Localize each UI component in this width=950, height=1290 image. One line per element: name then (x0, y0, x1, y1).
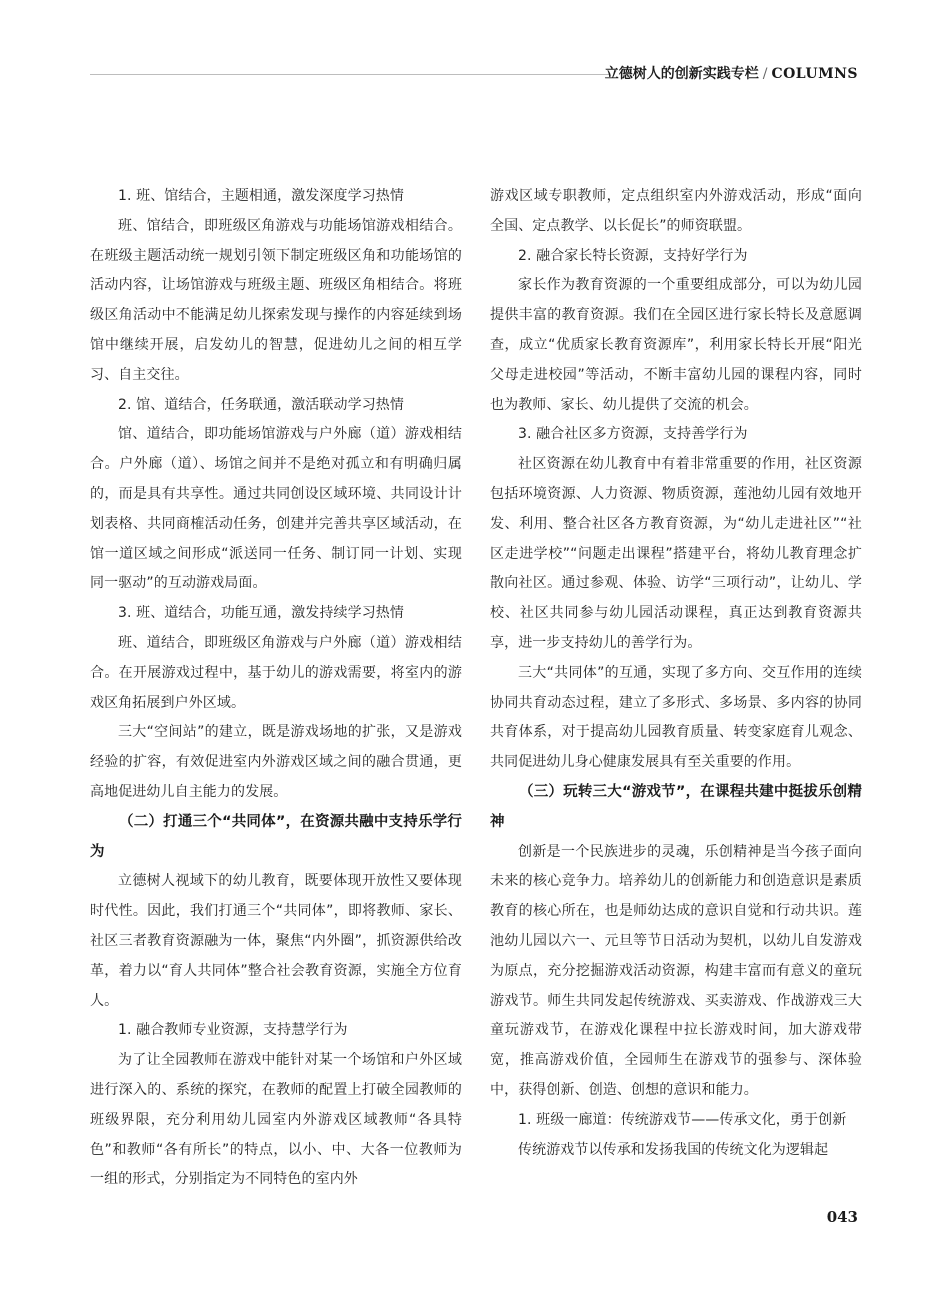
header-separator: / (762, 66, 768, 82)
section-heading: （三）玩转三大“游戏节”，在课程共建中挺拔乐创精神 (490, 783, 862, 830)
paragraph: 班、道结合，即班级区角游戏与户外廊（道）游戏相结合。在开展游戏过程中，基于幼儿的游戏需要，将室内的游戏区角拓展到户外区域。 (90, 634, 462, 711)
paragraph: 传统游戏节以传承和发扬我国的传统文化为逻辑起 (518, 1141, 829, 1158)
page-number: 043 (826, 1208, 858, 1226)
paragraph: 三大“空间站”的建立，既是游戏场地的扩张，又是游戏经验的扩容，有效促进室内外游戏区域之间的融合贯通，更高地促进幼儿自主能力的发展。 (90, 724, 462, 800)
paragraph: 馆、道结合，即功能场馆游戏与户外廊（道）游戏相结合。户外廊（道）、场馆之间并不是绝对孤立和有明确归属的，而是具有共享性。通过共同创设区域环境、共同设计计划表格、共同商榷活动任务，创建并完善共享区域活动，在馆一道区域之间形成“派送同一任务、制订同一计划、实现同一驱动”的互动游戏局面。 (90, 426, 462, 592)
subheading: 2. 馆、道结合，任务联通，激活联动学习热情 (118, 396, 405, 413)
running-header (605, 62, 858, 86)
paragraph: 三大“共同体”的互通，实现了多方向、交互作用的连续协同共育动态过程，建立了多形式、多场景、多内容的协同共育体系，对于提高幼儿园教育质量、转变家庭育儿观念、共同促进幼儿身心健康发展具有至关重要的作用。 (490, 664, 862, 771)
paragraph: 创新是一个民族进步的灵魂，乐创精神是当今孩子面向未来的核心竞争力。培养幼儿的创新能力和创造意识是素质教育的核心所在，也是师幼达成的意识自觉和行动共识。莲池幼儿园以六一、元旦等节日活动为契机，以幼儿自发游戏为原点，充分挖掘游戏活动资源，构建丰富而有意义的童玩游戏节。师生共同发起传统游戏、买卖游戏、作战游戏三大童玩游戏节，在游戏化课程中拉长游戏时间，加大游戏带宽，推高游戏价值，全园师生在游戏节的强参与、深体验中，获得创新、创造、创想的意识和能力。 (490, 843, 862, 1098)
header-rule (90, 74, 610, 75)
paragraph: 班、馆结合，即班级区角游戏与功能场馆游戏相结合。在班级主题活动统一规划引领下制定班级区角和功能场馆的活动内容，让场馆游戏与班级主题、班级区角相结合。将班级区角活动中不能满足幼儿探索发现与操作的内容延续到场馆中继续开展，启发幼儿的智慧，促进幼儿之间的相互学习、自主交往。 (90, 217, 462, 383)
paragraph-continued: 游戏区域专职教师，定点组织室内外游戏活动，形成“面向全国、定点教学、以长促长”的师资联盟。 (490, 188, 862, 234)
subheading: 3. 融合社区多方资源，支持善学行为 (518, 426, 748, 443)
right-column (490, 182, 862, 1165)
left-column (90, 182, 462, 1195)
section-heading: （二）打通三个“共同体”，在资源共融中支持乐学行为 (90, 813, 462, 860)
subheading: 1. 班级一廊道：传统游戏节——传承文化，勇于创新 (518, 1111, 847, 1128)
paragraph: 社区资源在幼儿教育中有着非常重要的作用，社区资源包括环境资源、人力资源、物质资源，莲池幼儿园有效地开发、利用、整合社区各方教育资源，为“幼儿走进社区”“社区走进学校”“问题走出课程”搭建平台，将幼儿教育理念扩散向社区。通过参观、体验、访学“三项行动”，让幼儿、学校、社区共同参与幼儿园活动课程，真正达到教育资源共享，进一步支持幼儿的善学行为。 (490, 456, 862, 651)
paragraph: 立德树人视域下的幼儿教育，既要体现开放性又要体现时代性。因此，我们打通三个“共同体”，即将教师、家长、社区三者教育资源融为一体，聚焦“内外圈”，抓资源供给改革，着力以“育人共同体”整合社会教育资源，实施全方位育人。 (90, 873, 462, 1009)
subheading: 3. 班、道结合，功能互通，激发持续学习热情 (118, 605, 405, 622)
subheading: 1. 班、馆结合，主题相通，激发深度学习热情 (118, 188, 405, 204)
subheading: 1. 融合教师专业资源，支持慧学行为 (118, 1022, 348, 1039)
paragraph: 为了让全园教师在游戏中能针对某一个场馆和户外区域进行深入的、系统的探究，在教师的配置上打破全园教师的班级界限，充分利用幼儿园室内外游戏区域教师“各具特色”和教师“各有所长”的特点，以小、中、大各一位教师为一组的形式，分别指定为不同特色的室内外 (90, 1052, 462, 1188)
paragraph: 家长作为教育资源的一个重要组成部分，可以为幼儿园提供丰富的教育资源。我们在全园区进行家长特长及意愿调查，成立“优质家长教育资源库”，利用家长特长开展“阳光父母走进校园”等活动，不断丰富幼儿园的课程内容，同时也为教师、家长、幼儿提供了交流的机会。 (490, 277, 862, 413)
subheading: 2. 融合家长特长资源，支持好学行为 (518, 247, 748, 264)
header-title-cn: 立德树人的创新实践专栏 (604, 66, 759, 82)
header-title-en: COLUMNS (771, 66, 858, 82)
